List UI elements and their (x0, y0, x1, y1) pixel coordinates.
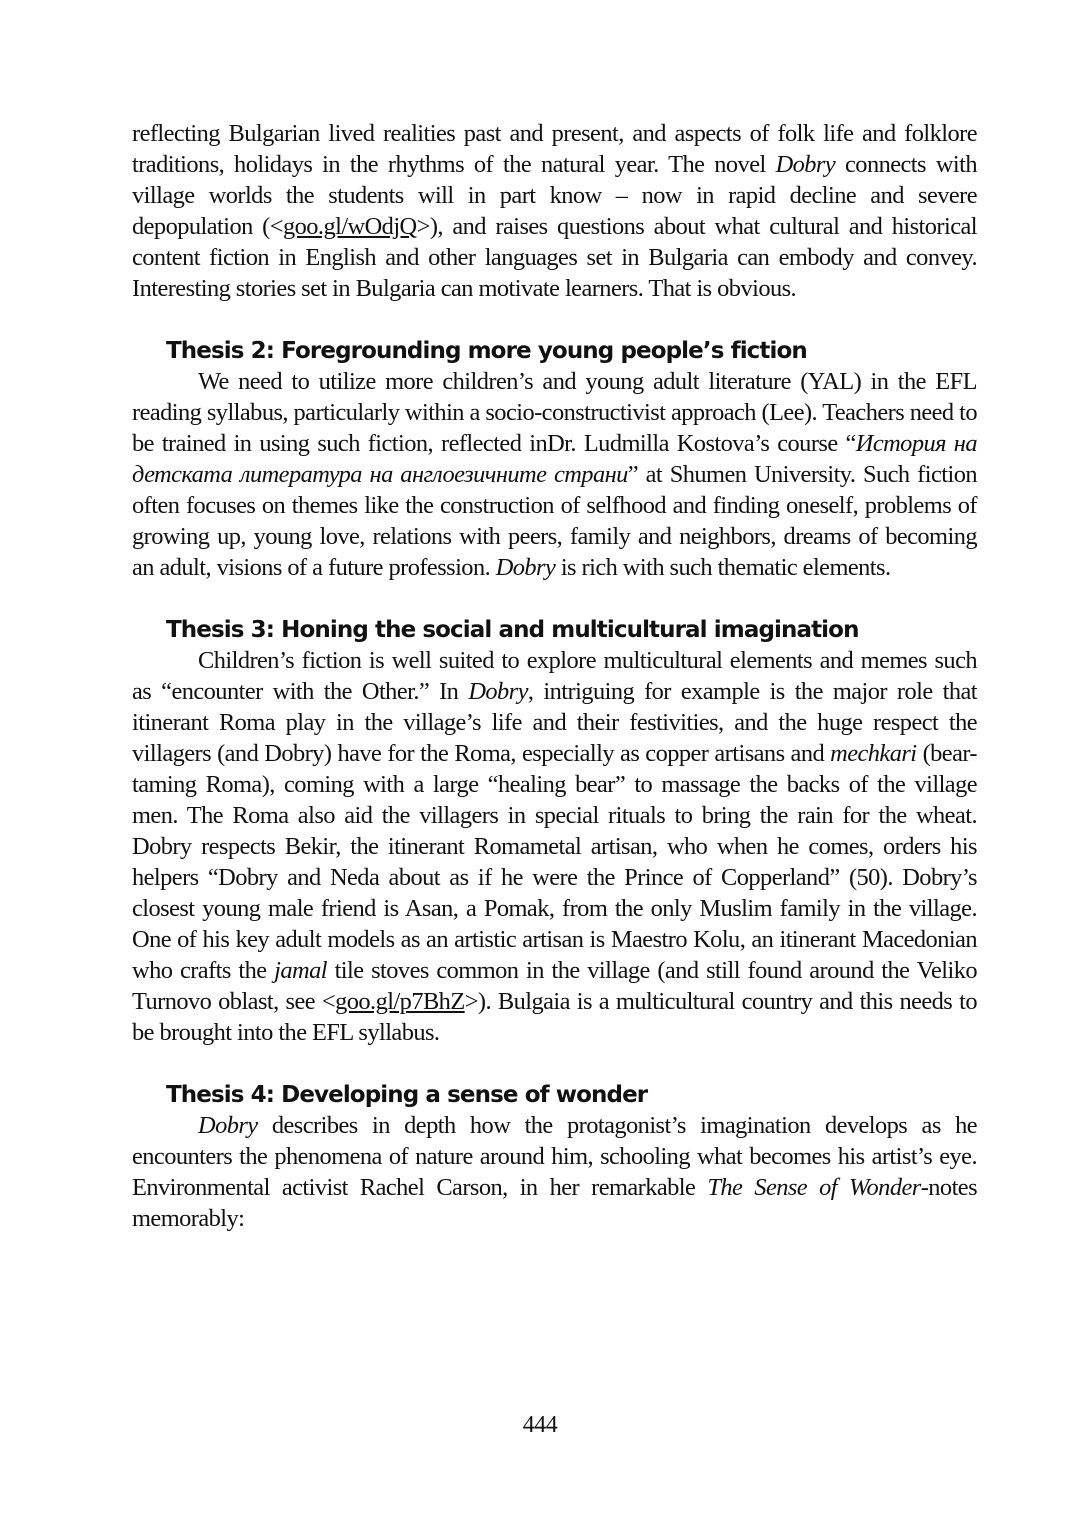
text-span: connects with village worlds the students will in part know – now in rapid decline and severe depopulation (< (132, 151, 977, 240)
text-span: ” at Shumen University. Such fiction often focuses on themes like the construction of selfhood and finding oneself, problems of growing up, young love, relations with peers, family and neighbors, dreams of becoming an adult, visions of a future profession. (132, 461, 977, 581)
link-goo-gl-wodjq[interactable]: goo.gl/wOdjQ (282, 213, 417, 240)
text-span: Children’s fiction is well suited to explore multicultural elements and memes such as “encounter with the Other.” In (132, 647, 977, 705)
section-gap (132, 583, 977, 615)
text-span: (bear-taming Roma), coming with a large “healing bear” to massage the backs of the village men. The Roma also aid the villagers in special rituals to bring the rain for the wheat. Dobry respects Bekir, the itinerant Romametal artisan, who when he comes, orders his helpers “Dobry and Neda about as if he were the Prince of Copperland” (50). Dobry’s closest young male friend is Asan, a Pomak, from the only Muslim family in the village. One of his key adult models as an artistic artisan is Maestro Kolu, an itinerant Macedonian who crafts the (132, 740, 977, 984)
book-title-dobry: Dobry (468, 678, 528, 705)
course-title-cyrillic: История на детската литература на англоезичните страни (132, 430, 977, 488)
intro-paragraph (132, 118, 977, 304)
thesis-2-paragraph (132, 366, 977, 583)
thesis-3-paragraph (132, 645, 977, 1048)
text-span: >). Bulgaia is a multicultural country and this needs to be brought into the EFL syllabus. (132, 988, 977, 1046)
section-gap (132, 1048, 977, 1080)
text-span: -notes memorably: (132, 1174, 978, 1232)
book-title-sense-of-wonder: The Sense of Wonder (707, 1174, 921, 1201)
text-span: , intriguing for example is the major role that itinerant Roma play in the village’s life and their festivities, and the huge respect the villagers (and Dobry) have for the Roma, especially as copper artisans and (132, 678, 977, 767)
text-span: reflecting Bulgarian lived realities past and present, and aspects of folk life and folklore traditions, holidays in the rhythms of the natural year. The novel (132, 120, 977, 178)
thesis-2-heading: Thesis 2: Foregrounding more young people’s fiction (166, 338, 807, 364)
text-span: We need to utilize more children’s and young adult literature (YAL) in the EFL reading syllabus, particularly within a socio-constructivist approach (Lee). Teachers need to be trained in using such fiction, reflected inDr. Ludmilla Kostova’s course “ (132, 368, 977, 457)
book-title-dobry: Dobry (775, 151, 836, 178)
text-span: describes in depth how the protagonist’s imagination develops as he encounters the phenomena of nature around him, schooling what becomes his artist’s eye. Environmental activist Rachel Carson, in her remarkable (132, 1112, 977, 1201)
thesis-4-heading: Thesis 4: Developing a sense of wonder (166, 1082, 648, 1108)
section-gap (132, 304, 977, 336)
text-span: tile stoves common in the village (and still found around the Veliko Turnovo oblast, see < (132, 957, 977, 1015)
document-page (132, 118, 977, 1234)
term-jamal: jamal (274, 957, 327, 984)
book-title-dobry: Dobry (495, 554, 556, 581)
link-goo-gl-p7bhz[interactable]: goo.gl/p7BhZ (335, 988, 465, 1015)
text-span: >), and raises questions about what cultural and historical content fiction in English and other languages set in Bulgaria can embody and convey. Interesting stories set in Bulgaria can motivate learners. That is obvious. (132, 213, 977, 302)
text-span: is rich with such thematic elements. (555, 554, 891, 581)
book-title-dobry: Dobry (198, 1112, 258, 1139)
page-number: 444 (522, 1412, 558, 1438)
thesis-4-paragraph (132, 1110, 977, 1234)
thesis-3-heading: Thesis 3: Honing the social and multicultural imagination (166, 617, 859, 643)
term-mechkari: mechkari (830, 740, 917, 767)
